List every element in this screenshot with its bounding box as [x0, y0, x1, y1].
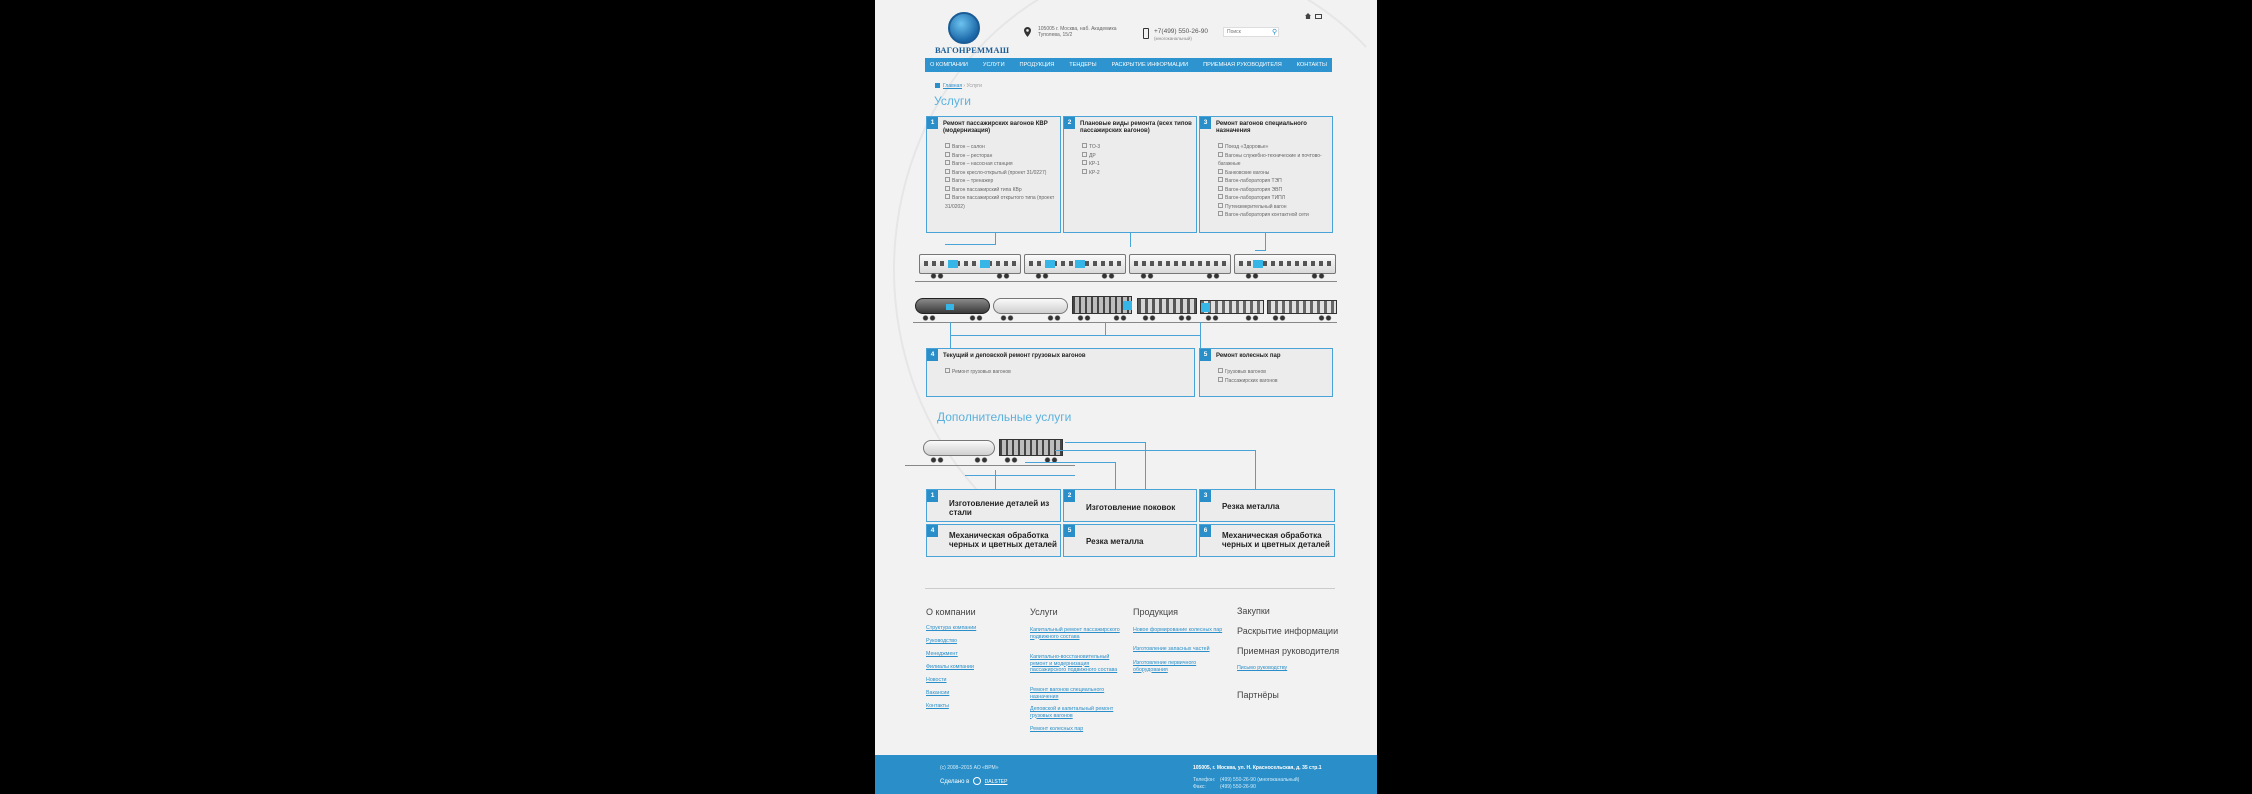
extra-service-card-5[interactable] — [1063, 524, 1197, 557]
service-list-item: Пассажирских вагонов — [1218, 377, 1278, 386]
service-list-item: Вагон пассажирский открытого типа (проект 31/0202) — [945, 194, 1057, 211]
rail — [913, 322, 1337, 323]
connector-line — [1265, 233, 1266, 251]
gondola-car — [1200, 300, 1264, 314]
footer-link[interactable]: Контакты — [926, 703, 949, 709]
nav-item-products[interactable]: ПРОДУКЦИЯ — [1019, 62, 1055, 68]
service-list-item: Банковские вагоны — [1218, 169, 1330, 178]
search-icon[interactable]: ⚲ — [1272, 29, 1278, 36]
extra-services-title: Дополнительные услуги — [937, 410, 1072, 424]
tank-car — [923, 440, 995, 456]
service-list-item: КР-2 — [1082, 169, 1100, 178]
nav-item-tenders[interactable]: ТЕНДЕРЫ — [1069, 62, 1097, 68]
connector-line — [1115, 462, 1116, 490]
service-card-2[interactable] — [1063, 116, 1197, 233]
phone-icon — [1143, 28, 1149, 39]
page — [875, 0, 1377, 794]
logo[interactable] — [935, 12, 1010, 55]
connector-line — [1065, 442, 1145, 443]
logo-text: ВАГОНРЕММАШ — [935, 45, 1010, 55]
footer-col4-title[interactable]: Раскрытие информации — [1237, 626, 1339, 636]
location-pin-icon — [1024, 27, 1031, 37]
service-list-item: КР-1 — [1082, 160, 1100, 169]
service-list-item: Вагоны служебно-технические и почтово-багажные — [1218, 152, 1330, 169]
service-list — [945, 368, 1011, 377]
service-list-item: Вагон-лаборатория контактной сети — [1218, 211, 1330, 220]
footer-col4-title[interactable]: Закупки — [1237, 606, 1270, 616]
footer-link[interactable]: Изготовление запасных частей — [1133, 646, 1210, 652]
breadcrumb-home-icon — [935, 83, 940, 88]
passenger-car — [1129, 254, 1231, 274]
phone-number: +7(499) 550-26-90 — [1154, 28, 1209, 35]
extra-service-title: Изготовление поковок — [1086, 503, 1176, 512]
service-card-4[interactable] — [926, 348, 1195, 397]
extra-service-card-3[interactable] — [1199, 489, 1335, 522]
service-title: Ремонт вагонов специального назначения — [1216, 121, 1307, 134]
footer-tel: (499) 550-26-90 (многоканальный) — [1220, 777, 1300, 783]
footer-col4-title[interactable]: Партнёры — [1237, 690, 1279, 700]
search-input[interactable] — [1223, 27, 1279, 37]
footer-link[interactable]: Вакансии — [926, 690, 950, 696]
breadcrumb-current: Услуги — [966, 83, 982, 89]
connector-line — [950, 335, 1200, 336]
service-list-item: Вагон пассажирский типа КВр — [945, 186, 1057, 195]
extra-service-card-6[interactable] — [1199, 524, 1335, 557]
footer-link[interactable]: Письмо руководству — [1237, 665, 1288, 671]
service-number: 3 — [1200, 117, 1211, 129]
extra-service-number: 1 — [927, 490, 938, 502]
footer-link[interactable]: Новости — [926, 677, 947, 683]
footer-col4-title[interactable]: Приемная руководителя — [1237, 646, 1340, 656]
passenger-car — [919, 254, 1021, 274]
made-by — [940, 777, 1007, 785]
tank-car — [915, 298, 990, 314]
footer-link[interactable]: Капитальный ремонт пассажирского подвижного состава — [1030, 627, 1120, 640]
tank-car — [993, 298, 1068, 314]
footer-col2-title[interactable]: Услуги — [1030, 607, 1058, 617]
connector-line — [1255, 250, 1265, 251]
service-list-item: Вагон – насосная станция — [945, 160, 1057, 169]
hopper-car — [999, 439, 1063, 456]
service-number: 1 — [927, 117, 938, 129]
service-number: 4 — [927, 349, 938, 361]
extra-service-title: Механическая обработка черных и цветных деталей — [1222, 531, 1330, 549]
passenger-car — [1024, 254, 1126, 274]
footer-link[interactable]: Ремонт колесных пар — [1030, 726, 1084, 732]
service-list-item: Вагон-лаборатория ТЭП — [1218, 177, 1330, 186]
made-by-label: Сделано в — [940, 779, 970, 785]
logo-emblem-icon — [948, 12, 980, 44]
footer-link[interactable]: Капитально-восстановительный ремонт и модернизация пассажирского подвижного состава — [1030, 654, 1118, 673]
studio-logo-icon — [973, 777, 981, 785]
service-list-item: ТО-3 — [1082, 143, 1100, 152]
nav-item-disclosure[interactable]: РАСКРЫТИЕ ИНФОРМАЦИИ — [1111, 62, 1189, 68]
connector-line — [1130, 233, 1131, 247]
footer-link[interactable]: Изготовление первичного оборудования — [1133, 660, 1197, 673]
extra-service-number: 5 — [1064, 525, 1075, 537]
service-list-item: Ремонт грузовых вагонов — [945, 368, 1011, 377]
service-list-item: Поезд «Здоровье» — [1218, 143, 1330, 152]
flat-car — [1137, 298, 1197, 314]
extra-service-number: 4 — [927, 525, 938, 537]
extra-service-title: Резка металла — [1086, 537, 1144, 546]
service-list-item: Вагон-лаборатория ТИПЛ — [1218, 194, 1330, 203]
service-number: 2 — [1064, 117, 1075, 129]
gondola-car — [1267, 300, 1337, 314]
service-list — [1218, 143, 1330, 220]
connector-line — [1255, 450, 1256, 490]
service-list-item: Вагон – салон — [945, 143, 1057, 152]
header-phone — [1154, 28, 1208, 42]
passenger-car — [1234, 254, 1336, 274]
connector-line — [1055, 450, 1255, 451]
extra-service-title: Механическая обработка черных и цветных деталей — [949, 531, 1057, 549]
breadcrumb-home[interactable]: Главная — [943, 83, 963, 89]
header-address: 105005 г. Москва, наб. Академика Туполева, 15/2 — [1038, 26, 1117, 38]
footer-fax-label: Факс: — [1193, 784, 1206, 790]
footer-link[interactable]: Деповской и капитальный ремонт грузовых вагонов — [1030, 706, 1114, 719]
service-card-3[interactable] — [1199, 116, 1333, 233]
footer-address: 105005, г. Москва, ул. Н. Красносельская, д. 35 стр.1 — [1193, 765, 1322, 771]
service-title: Ремонт колесных пар — [1216, 353, 1281, 359]
connector-line — [995, 233, 996, 245]
nav-item-services[interactable]: УСЛУГИ — [982, 62, 1005, 68]
extra-service-card-4[interactable] — [926, 524, 1061, 557]
hopper-car — [1072, 296, 1132, 314]
service-card-5[interactable] — [1199, 348, 1333, 397]
footer-fax: (499) 550-26-90 — [1220, 784, 1256, 790]
service-list-item: Вагон кресло-открытый (проект 31/0227) — [945, 169, 1057, 178]
service-number: 5 — [1200, 349, 1211, 361]
footer-col3-title[interactable]: Продукция — [1133, 607, 1179, 617]
extra-service-number: 3 — [1200, 490, 1211, 502]
service-list-item: Вагон – ресторан — [945, 152, 1057, 161]
footer-link[interactable]: Новое формирование колесных пар — [1133, 627, 1223, 633]
extra-service-number: 6 — [1200, 525, 1211, 537]
footer-tel-label: Телефон: — [1193, 777, 1216, 783]
rail — [915, 281, 1337, 282]
extra-service-card-2[interactable] — [1063, 489, 1197, 522]
service-list-item: ДР — [1082, 152, 1100, 161]
service-list — [1218, 368, 1278, 385]
service-list-item: Путеизмерительный вагон — [1218, 203, 1330, 212]
connector-line — [995, 470, 996, 490]
connector-line — [1105, 322, 1106, 336]
nav-item-contacts[interactable]: КОНТАКТЫ — [1296, 62, 1327, 68]
footer-col1-title[interactable]: О компании — [926, 607, 976, 617]
connector-line — [1200, 322, 1201, 348]
footer-link[interactable]: Филиалы компании — [926, 664, 974, 670]
service-list-item: Вагон-лаборатория ЭВП — [1218, 186, 1330, 195]
extra-service-number: 2 — [1064, 490, 1075, 502]
service-title: Текущий и деповской ремонт грузовых вагонов — [943, 353, 1086, 359]
nav-item-about[interactable]: О КОМПАНИИ — [930, 62, 968, 68]
service-list-item: Вагон – тренажер — [945, 177, 1057, 186]
mail-icon[interactable] — [1315, 14, 1322, 19]
copyright: (с) 2008–2015 АО «ВРМ» — [940, 765, 999, 771]
connector-line — [965, 475, 1075, 476]
footer-link[interactable]: Структура компании — [926, 625, 977, 631]
main-nav — [925, 58, 1332, 72]
service-title: Плановые виды ремонта (всех типов пассажирских вагонов) — [1080, 121, 1192, 134]
extra-service-title: Резка металла — [1222, 502, 1280, 511]
connector-line — [1025, 462, 1115, 463]
service-list — [1082, 143, 1100, 177]
footer-divider — [925, 588, 1335, 589]
footer-bar — [875, 755, 1377, 794]
footer-link[interactable]: Менеджмент — [926, 651, 958, 657]
page-title: Услуги — [934, 94, 971, 108]
connector-line — [945, 244, 995, 245]
breadcrumb: Главная › Услуги — [935, 83, 982, 89]
extra-service-card-1[interactable] — [926, 489, 1061, 522]
service-card-1[interactable] — [926, 116, 1061, 233]
service-title: Ремонт пассажирских вагонов КВР (модернизация) — [943, 121, 1048, 134]
footer-link[interactable]: Руководство — [926, 638, 957, 644]
extra-service-title: Изготовление деталей из стали — [949, 499, 1050, 517]
service-list — [945, 143, 1057, 211]
rail — [905, 465, 1075, 466]
service-list-item: Грузовых вагонов — [1218, 368, 1278, 377]
phone-note: (многоканальный) — [1154, 36, 1192, 41]
studio-link[interactable]: DALSTEP — [984, 779, 1008, 785]
footer-link[interactable]: Ремонт вагонов специального назначения — [1030, 687, 1105, 700]
nav-item-reception[interactable]: ПРИЕМНАЯ РУКОВОДИТЕЛЯ — [1203, 62, 1282, 68]
